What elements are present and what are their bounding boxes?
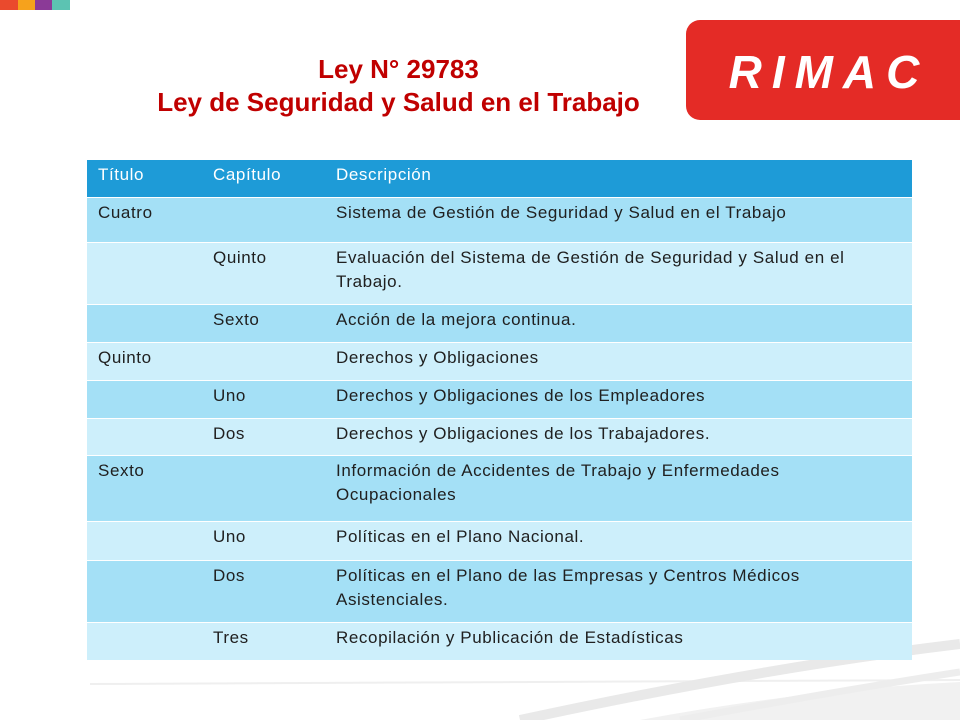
table-row	[87, 305, 912, 343]
cell-titulo: Cuatro	[98, 203, 153, 222]
cell-descripcion: Derechos y Obligaciones de los Empleadores	[336, 386, 706, 405]
column-header-titulo: Título	[98, 165, 145, 184]
swoosh-baseline	[90, 680, 960, 684]
swoosh-fill	[640, 682, 960, 720]
cell-titulo	[87, 561, 205, 622]
cell-capitulo: Uno	[213, 527, 246, 546]
cell-capitulo	[205, 343, 328, 380]
cell-descripcion: Sistema de Gestión de Seguridad y Salud en el Trabajo	[336, 203, 787, 222]
rimac-logo-text: RIMAC	[728, 46, 930, 98]
title-law-number: Ley N° 29783	[318, 54, 479, 84]
cell-titulo: Quinto	[98, 348, 152, 367]
table-row	[87, 456, 912, 522]
cell-titulo	[87, 243, 205, 304]
table-row	[87, 522, 912, 561]
cell-capitulo: Tres	[213, 628, 249, 647]
cell-capitulo: Sexto	[213, 310, 260, 329]
swoosh-curve-inner	[680, 672, 960, 720]
cell-capitulo: Uno	[213, 386, 246, 405]
cell-capitulo	[205, 198, 328, 242]
table-row	[87, 419, 912, 456]
cell-descripcion: Acción de la mejora continua.	[336, 310, 577, 329]
title-law-name: Ley de Seguridad y Salud en el Trabajo	[157, 87, 640, 117]
table-row	[87, 198, 912, 243]
table-row	[87, 623, 912, 660]
table-row	[87, 343, 912, 381]
cell-capitulo: Quinto	[213, 248, 267, 267]
cell-capitulo: Dos	[213, 424, 246, 443]
cell-titulo	[87, 419, 205, 455]
cell-descripcion: Políticas en el Plano de las Empresas y Centros Médicos Asistenciales.	[336, 566, 800, 609]
table-header-row	[87, 160, 912, 198]
cell-capitulo: Dos	[213, 566, 246, 585]
law-structure-table	[87, 160, 912, 660]
cell-descripcion: Derechos y Obligaciones de los Trabajadores.	[336, 424, 711, 443]
cell-descripcion: Recopilación y Publicación de Estadísticas	[336, 628, 684, 647]
rimac-logo	[686, 20, 960, 120]
cell-descripcion: Políticas en el Plano Nacional.	[336, 527, 585, 546]
table-row	[87, 561, 912, 623]
slide-title	[0, 53, 797, 119]
brand-bar-orange	[18, 0, 35, 10]
cell-descripcion: Evaluación del Sistema de Gestión de Seguridad y Salud en el Trabajo.	[336, 248, 845, 291]
cell-capitulo	[205, 456, 328, 521]
cell-titulo	[87, 522, 205, 560]
cell-descripcion: Información de Accidentes de Trabajo y Enfermedades Ocupacionales	[336, 461, 780, 504]
table-row	[87, 243, 912, 305]
column-header-capitulo: Capítulo	[213, 165, 282, 184]
column-header-descripcion: Descripción	[336, 165, 432, 184]
cell-descripcion: Derechos y Obligaciones	[336, 348, 539, 367]
brand-bar-purple	[35, 0, 52, 10]
cell-titulo: Sexto	[98, 461, 145, 480]
cell-titulo	[87, 305, 205, 342]
cell-titulo	[87, 623, 205, 660]
table-row	[87, 381, 912, 419]
brand-bar-red	[0, 0, 18, 10]
brand-bar-teal	[52, 0, 70, 10]
cell-titulo	[87, 381, 205, 418]
